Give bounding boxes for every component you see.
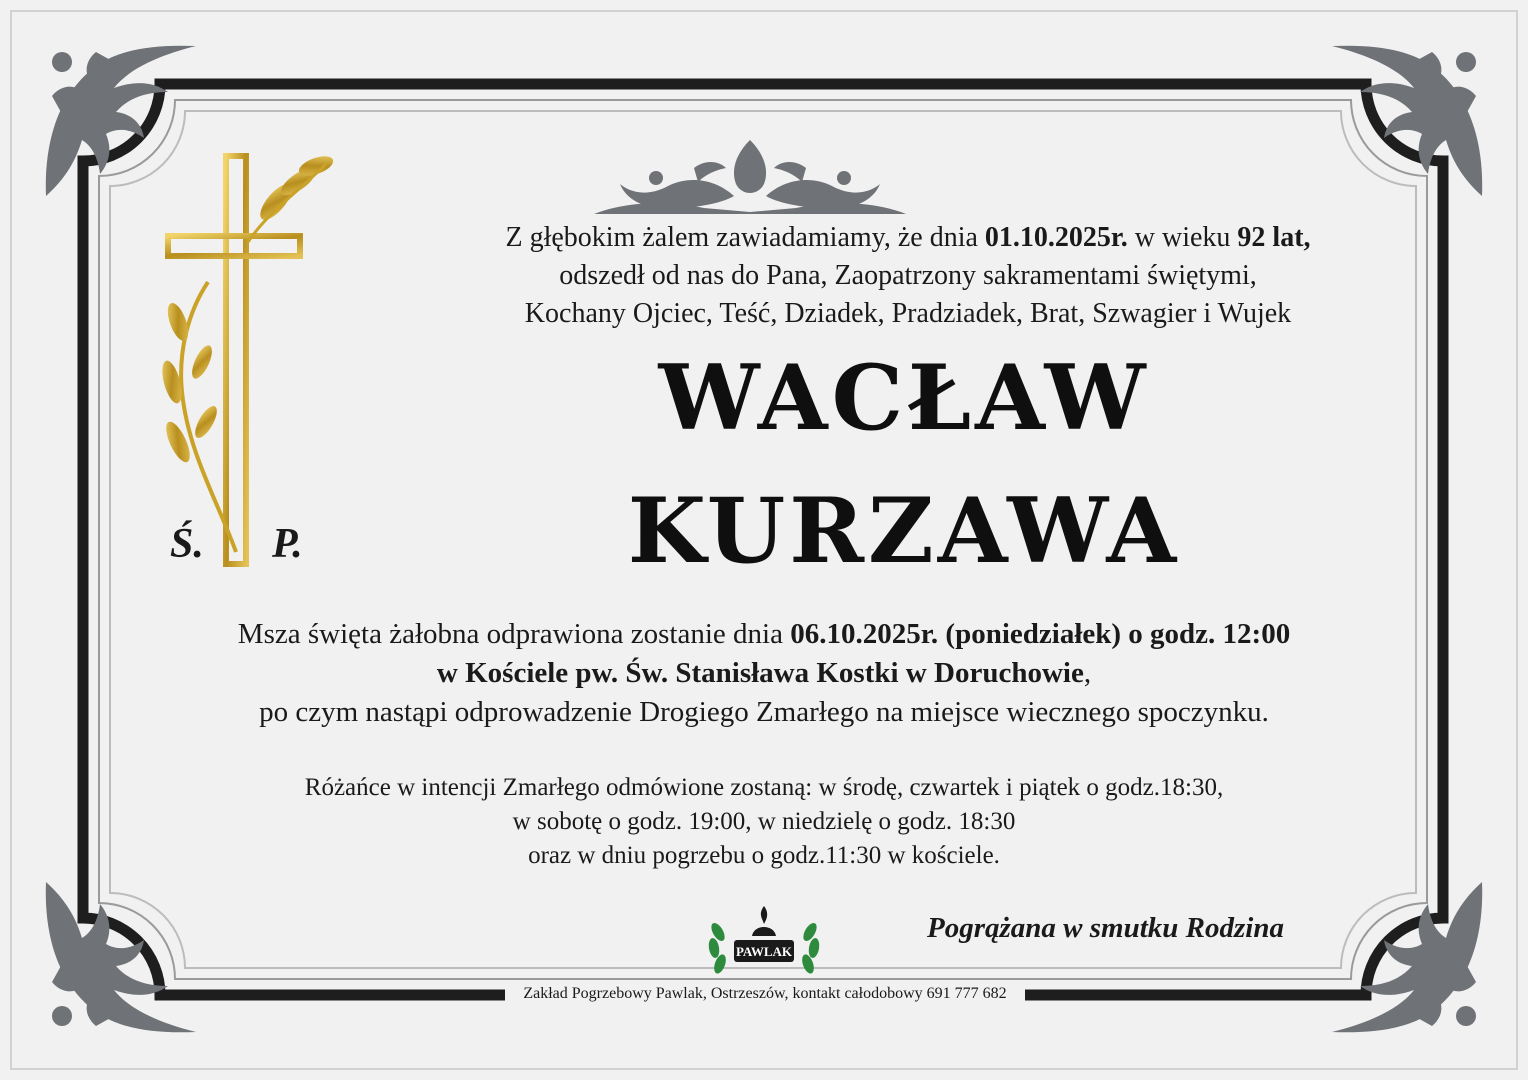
floral-corner-ornament-icon	[1322, 36, 1492, 206]
family-signature: Pogrążana w smutku Rodzina	[927, 912, 1284, 944]
intro-text: Z głębokim żalem zawiadamiamy, że dnia	[505, 222, 985, 253]
sp-left-letter: Ś.	[170, 521, 204, 567]
church-name: w Kościele pw. Św. Stanisława Kostki w Doruchowie	[436, 657, 1084, 689]
sp-right-letter: P.	[272, 521, 303, 567]
floral-corner-ornament-icon	[36, 872, 206, 1042]
intro-line-2: odszedł od nas do Pana, Zaopatrzony sakramentami świętymi,	[559, 260, 1257, 291]
funeral-home-footer: Zakład Pogrzebowy Pawlak, Ostrzeszów, kontakt całodobowy 691 777 682	[505, 985, 1025, 1003]
rosary-line-3: oraz w dniu pogrzebu o godz.11:30 w kościele.	[528, 842, 1000, 869]
deceased-first-name: WACŁAW	[658, 345, 1150, 451]
mass-line-3: po czym nastąpi odprowadzenie Drogiego Zmarłego na miejsce wiecznego spoczynku.	[259, 696, 1269, 728]
floral-top-ornament-icon	[584, 138, 916, 218]
intro-line-3: Kochany Ojciec, Teść, Dziadek, Pradziadek, Brat, Szwagier i Wujek	[524, 298, 1292, 329]
mass-date-time: 06.10.2025r. (poniedziałek) o godz. 12:00	[790, 618, 1291, 650]
mass-text: ,	[1083, 657, 1092, 689]
lamp-laurel-logo-icon	[704, 902, 824, 980]
deceased-last-name: KURZAWA	[627, 478, 1181, 584]
age: 92 lat,	[1237, 222, 1311, 253]
logo-text: PAWLAK	[735, 944, 793, 959]
mass-text: Msza święta żałobna odprawiona zostanie dnia	[237, 618, 791, 650]
rosary-line-1: Różańce w intencji Zmarłego odmówione zostaną: w środę, czwartek i piątek o godz.18:30,	[304, 774, 1224, 801]
intro-line-1	[0, 222, 1528, 254]
rosary-line-2: w sobotę o godz. 19:00, w niedzielę o godz. 18:30	[512, 808, 1016, 835]
floral-corner-ornament-icon	[1322, 872, 1492, 1042]
mass-line-2	[0, 657, 1528, 690]
death-date: 01.10.2025r.	[984, 222, 1128, 253]
mass-line-1	[0, 618, 1528, 651]
intro-text: w wieku	[1127, 222, 1238, 253]
